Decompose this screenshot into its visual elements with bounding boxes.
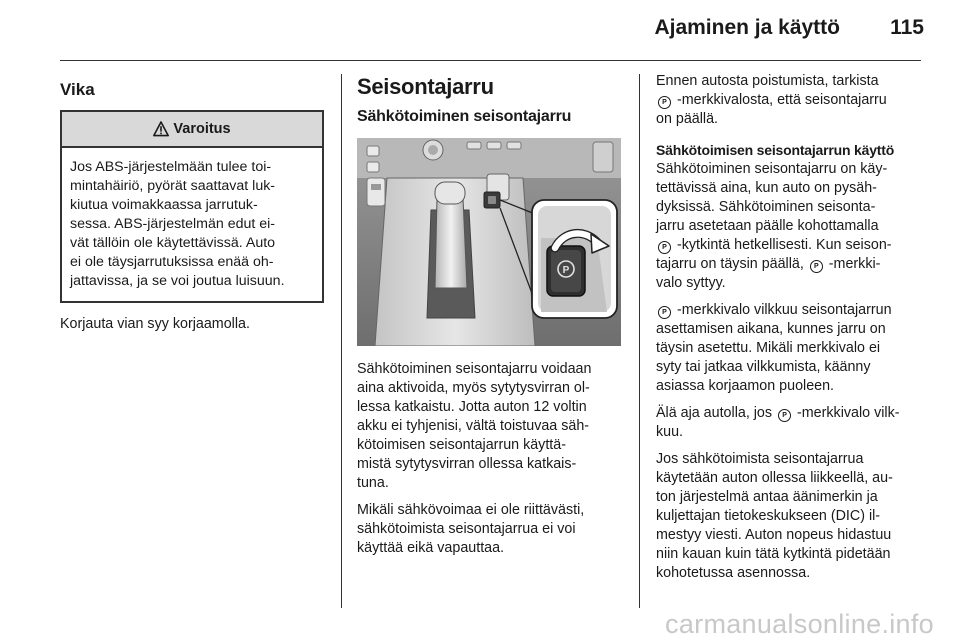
- column-divider-2: [639, 74, 640, 608]
- warning-line: jattavissa, ja se voi joutua luisuun.: [70, 273, 285, 289]
- text-line: -merkki-: [828, 256, 881, 272]
- warning-line: kiutua voimakkaassa jarrutuk-: [70, 197, 258, 213]
- text-line: lessa katkaistu. Jotta auton 12 voltin: [357, 399, 587, 415]
- parking-brake-icon: P: [810, 260, 823, 273]
- section-heading-vika: Vika: [60, 80, 95, 99]
- warning-line: vät tällöin ole käytettävissä. Auto: [70, 235, 276, 251]
- subheading-electric-parking-brake: Sähkötoiminen seisontajarru: [357, 108, 572, 125]
- text-line: jarru asetetaan päälle kohottamalla: [656, 218, 879, 234]
- text-line: niin kauan kuin tätä kytkintä pidetään: [656, 546, 891, 562]
- text-line: tajarru on täysin päällä,: [656, 256, 804, 272]
- text-line: asettamisen aikana, kunnes jarru on: [656, 321, 886, 337]
- text-line: Jos sähkötoimista seisontajarrua: [656, 451, 864, 467]
- warning-line: mintahäiriö, pyörät saattavat luk-: [70, 178, 276, 194]
- text-line: mistä sytytysvirran ollessa katkais-: [357, 456, 577, 472]
- warning-title: Varoitus: [173, 121, 231, 137]
- parking-brake-console-photo: [357, 138, 621, 346]
- parking-brake-icon: P: [658, 306, 671, 319]
- page-number: 115: [890, 16, 924, 39]
- text-line: käyttää eikä vapauttaa.: [357, 540, 505, 556]
- text-line: käytetään auton ollessa liikkeellä, au-: [656, 470, 893, 486]
- page-header-title: Ajaminen ja käyttö: [654, 16, 840, 39]
- warning-line: Jos ABS-järjestelmään tulee toi-: [70, 159, 272, 175]
- text-line: tettävissä aina, kun auto on pysäh-: [656, 180, 877, 196]
- paragraph-blinking-light: [656, 301, 926, 396]
- text-line: mestyy viesti. Auton nopeus hidastuu: [656, 527, 892, 543]
- text-line: kuu.: [656, 424, 684, 440]
- warning-header: [62, 112, 322, 148]
- warning-triangle-icon: [153, 121, 169, 137]
- text-line: Mikäli sähkövoimaa ei ole riittävästi,: [357, 502, 585, 518]
- text-line: akku ei tyhjenisi, vältä toistuvaa säh-: [357, 418, 590, 434]
- paragraph-activation: [357, 360, 625, 493]
- text-line: -kytkintä hetkellisesti. Kun seison-: [676, 237, 892, 253]
- svg-text:P: P: [562, 265, 570, 276]
- text-line: -merkkivalosta, että seisontajarru: [676, 92, 887, 108]
- text-line: -merkkivalo vilk-: [797, 405, 900, 421]
- warning-line: sessa. ABS-järjestelmän edut ei-: [70, 216, 276, 232]
- text-line: valo syttyy.: [656, 275, 726, 291]
- header-divider: [60, 60, 921, 61]
- text-line: asiassa korjaamon puoleen.: [656, 378, 835, 394]
- column-divider-1: [341, 74, 342, 608]
- text-line: ton järjestelmä antaa äänimerkin ja: [656, 489, 878, 505]
- text-line: syty tai jatkaa vilkkumista, käänny: [656, 359, 871, 375]
- parking-brake-icon: P: [778, 409, 791, 422]
- paragraph-check-before-leaving: [656, 72, 926, 129]
- parking-brake-icon: P: [658, 241, 671, 254]
- watermark: carmanualsonline.info: [665, 609, 934, 639]
- subheading-usage: Sähkötoimisen seisontajarrun käyttö: [656, 142, 895, 158]
- repair-note: Korjauta vian syy korjaamolla.: [60, 316, 250, 332]
- text-line: täysin asetettu. Mikäli merkkivalo ei: [656, 340, 881, 356]
- column-right: [656, 72, 926, 591]
- text-line: kuljettajan tietokeskukseen (DIC) il-: [656, 508, 881, 524]
- text-line: Sähkötoiminen seisontajarru voidaan: [357, 361, 592, 377]
- warning-text: [62, 148, 322, 301]
- parking-brake-icon: P: [658, 96, 671, 109]
- text-line: kötoimisen seisontajarrun käyttä-: [357, 437, 566, 453]
- warning-line: ei ole täysjarrutuksissa enää oh-: [70, 254, 274, 270]
- column-left: [60, 72, 324, 342]
- text-line: dyksissä. Sähkötoiminen seisonta-: [656, 199, 876, 215]
- text-line: on päällä.: [656, 111, 719, 127]
- text-line: tuna.: [357, 475, 389, 491]
- text-line: sähkötoimista seisontajarrua ei voi: [357, 521, 576, 537]
- text-line: Älä aja autolla, jos: [656, 405, 773, 421]
- column-middle: [357, 72, 625, 566]
- paragraph-power-insufficient: [357, 501, 625, 558]
- paragraph-do-not-drive: [656, 404, 926, 442]
- text-line: kohotetussa asennossa.: [656, 565, 811, 581]
- warning-box: [60, 110, 324, 303]
- paragraph-usage: [656, 160, 926, 293]
- text-line: Sähkötoiminen seisontajarru on käy-: [656, 161, 888, 177]
- text-line: -merkkivalo vilkkuu seisontajarrun: [676, 302, 892, 318]
- paragraph-moving-vehicle: [656, 450, 926, 583]
- text-line: aina aktivoida, myös sytytysvirran ol-: [357, 380, 590, 396]
- text-line: Ennen autosta poistumista, tarkista: [656, 73, 879, 89]
- section-heading-seisontajarru: Seisontajarru: [357, 74, 494, 99]
